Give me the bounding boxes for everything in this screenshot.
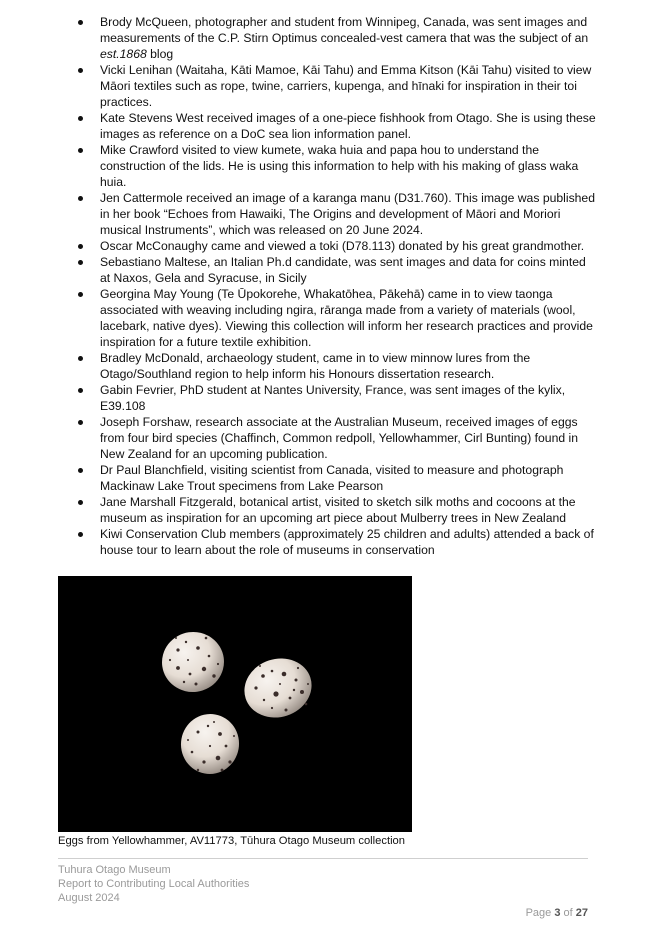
list-item-text: Bradley McDonald, archaeology student, came in to view minnow lures from the Otago/Southland region to help inform his Honours dissertation research. (100, 351, 531, 381)
bullet-icon (78, 500, 83, 505)
list-item-text: Mike Crawford visited to view kumete, waka huia and papa hou to understand the construction of the lids. He is using this information to help with his making of glass waka huia. (100, 143, 579, 189)
visitor-list (56, 14, 596, 558)
eggs-illustration (58, 576, 412, 832)
list-item-text: Jane Marshall Fitzgerald, botanical artist, visited to sketch silk moths and cocoons at the museum as inspiration for an upcoming art piece about Mulberry trees in New Zealand (100, 495, 576, 525)
list-item (56, 190, 596, 238)
bullet-icon (78, 532, 83, 537)
list-item-text: Sebastiano Maltese, an Italian Ph.d candidate, was sent images and data for coins minted at Naxos, Gela and Syracuse, in Sicily (100, 255, 586, 285)
list-item (56, 462, 596, 494)
list-item (56, 110, 596, 142)
footer-organisation: Tuhura Otago Museum (58, 864, 171, 876)
list-item-text: Gabin Fevrier, PhD student at Nantes University, France, was sent images of the kylix, E39.108 (100, 383, 566, 413)
list-item (56, 414, 596, 462)
page-current: 3 (554, 907, 561, 919)
list-item-text: Dr Paul Blanchfield, visiting scientist from Canada, visited to measure and photograph Mackinaw Lake Trout specimens from Lake Pearson (100, 463, 564, 493)
footer-divider (58, 858, 588, 859)
figure-caption: Eggs from Yellowhammer, AV11773, Tūhura Otago Museum collection (58, 835, 405, 847)
eggs-photo (58, 576, 412, 832)
list-item (56, 238, 596, 254)
list-item (56, 14, 596, 62)
list-item-text: Oscar McConaughy came and viewed a toki (D78.113) donated by his great grandmother. (100, 239, 585, 253)
bullet-icon (78, 420, 83, 425)
bullet-icon (78, 244, 83, 249)
bullet-icon (78, 388, 83, 393)
list-item-text: Joseph Forshaw, research associate at the Australian Museum, received images of eggs from four bird species (Chaffinch, Common redpoll, Yellowhammer, Cirl Bunting) found in New Zealand for an upcoming publication. (100, 415, 579, 461)
footer-date: August 2024 (58, 892, 120, 904)
photo-background (58, 576, 412, 832)
list-item (56, 254, 596, 286)
bullet-icon (78, 68, 83, 73)
bullet-icon (78, 196, 83, 201)
page-prefix: Page (525, 907, 555, 919)
list-item-text: Kate Stevens West received images of a one-piece fishhook from Otago. She is using these images as reference on a DoC sea lion information panel. (100, 111, 596, 141)
page-total: 27 (575, 907, 588, 919)
footer-report-title: Report to Contributing Local Authorities (58, 878, 250, 890)
bullet-icon (78, 292, 83, 297)
list-item-tail: blog (146, 47, 174, 61)
bullet-icon (78, 116, 83, 121)
page-of: of (560, 907, 576, 919)
list-item-text: Vicki Lenihan (Waitaha, Kāti Mamoe, Kāi Tahu) and Emma Kitson (Kāi Tahu) visited to view Māori textiles such as rope, twine, carriers, kupenga, and hīnaki for inspiration in their toi practices. (100, 63, 592, 109)
list-item-text: Kiwi Conservation Club members (approximately 25 children and adults) attended a back of house tour to learn about the role of museums in conservation (100, 527, 594, 557)
list-item (56, 286, 596, 350)
list-item (56, 142, 596, 190)
bullet-icon (78, 20, 83, 25)
bullet-icon (78, 468, 83, 473)
list-item (56, 62, 596, 110)
page-number (526, 906, 588, 920)
list-item-text: Georgina May Young (Te Ūpokorehe, Whakatōhea, Pākehā) came in to view taonga associated with weaving including ngira, rāranga made from a variety of materials (wool, lacebark, native dyes). Viewing this collection will inform her research practices and provide inspiration for a future textile exhibition. (100, 287, 593, 349)
list-item (56, 382, 596, 414)
list-item-text: Jen Cattermole received an image of a karanga manu (D31.760). This image was published in her book “Echoes from Hawaiki, The Origins and development of Māori and Moriori musical Instruments”, which was released on 20 June 2024. (100, 191, 595, 237)
bullet-icon (78, 148, 83, 153)
bullet-icon (78, 260, 83, 265)
list-item (56, 494, 596, 526)
blog-name: est.1868 (100, 47, 147, 61)
list-item-text: Brody McQueen, photographer and student from Winnipeg, Canada, was sent images and measurements of the C.P. Stirn Optimus concealed-vest camera that was the subject of an (100, 15, 589, 45)
list-item (56, 526, 596, 558)
bullet-icon (78, 356, 83, 361)
list-item (56, 350, 596, 382)
